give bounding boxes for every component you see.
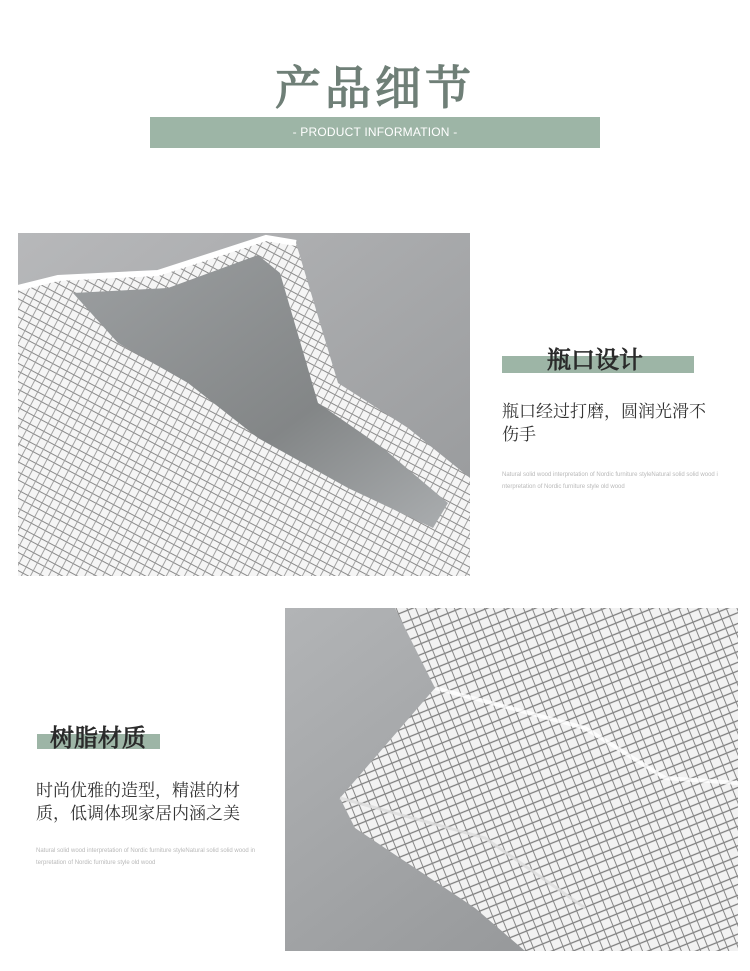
resin-texture-photo [285,608,738,951]
page-title: 产品细节 [275,61,475,115]
feature-note: Natural solid wood interpretation of Nordic furniture styleNatural solid solid wood interpretation of Nordic furniture style old wood [502,472,718,490]
feature-description: 瓶口经过打磨，圆润光滑不伤手 [502,402,706,445]
feature-title-bottle-mouth: 瓶口设计 [547,346,643,374]
vase-opening-photo [18,233,470,576]
feature-description: 时尚优雅的造型，精湛的材质，低调体现家居内涵之美 [36,781,240,824]
feature-note: Natural solid wood interpretation of Nordic furniture styleNatural solid solid wood interpretation of Nordic furniture style old wood [36,848,256,866]
feature-title-resin-material: 树脂材质 [50,724,146,752]
subtitle-banner: - PRODUCT INFORMATION - [150,117,600,148]
